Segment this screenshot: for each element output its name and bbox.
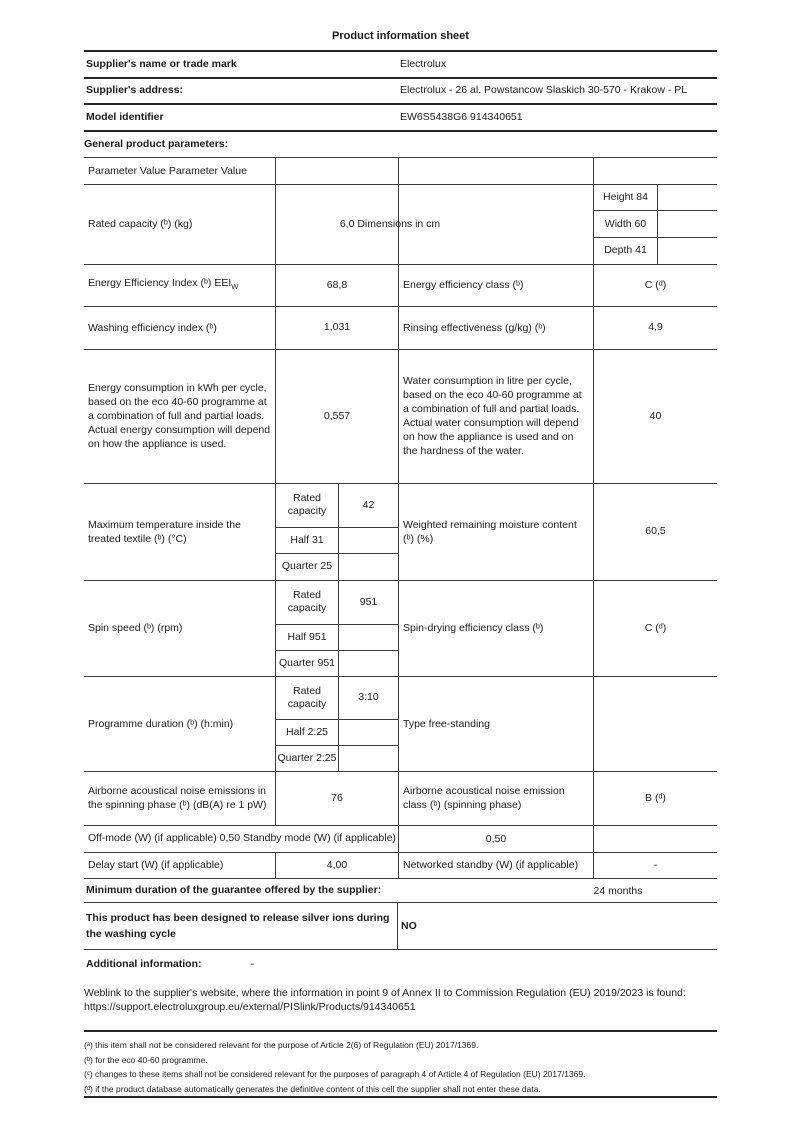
spin-quarter-label: Quarter 951 [276,651,339,676]
duration-quarter-label: Quarter 2:25 [276,746,339,771]
footnote-a: (ᵃ) this item shall not be considered relevant for the purpose of Article 2(6) of Regulation (EU) 2017/1369. [84,1040,479,1050]
footnote-divider-top [84,1030,717,1032]
guarantee-label: Minimum duration of the guarantee offered by the supplier: [86,884,382,896]
dimension-width: Width 60 [594,211,658,237]
parameters-table [84,157,717,879]
dimension-depth: Depth 41 [594,238,658,264]
supplier-address-label: Supplier's address: [86,84,184,97]
row-offmode-standby [84,826,717,853]
eei-subscript: W [231,282,239,292]
delay-start-value: 4,00 [275,853,398,878]
supplier-address-row [84,77,717,104]
eei-value: 68,8 [275,265,398,306]
row-programme-duration [84,677,717,772]
energy-consumption-label: Energy consumption in kWh per cycle, based on the eco 40-60 programme at a combination of full and partial loads. Actual energy consumption will depend on how the appliance is used. [88,382,271,450]
row-noise [84,772,717,826]
additional-info-label: Additional information: [86,958,202,970]
washing-index-label: Washing efficiency index (ᵇ) [88,321,217,334]
supplier-info-table [84,50,717,132]
rated-capacity-label: Rated capacity (ᵇ) (kg) [88,218,193,230]
empty-cell [398,158,593,184]
footnote-c: (ᶜ) changes to these items shall not be considered relevant for the purposes of paragraph 4 of Article 4 of Regulation (EU) 2017/1369. [84,1069,586,1079]
duration-subtable [275,677,398,771]
duration-rated-label: Rated capacity [276,677,339,720]
duration-rated-row [276,677,398,721]
delay-start-label: Delay start (W) (if applicable) [88,859,224,871]
temperature-half-label: Half 31 [276,528,339,553]
empty-cell [593,677,717,771]
row-washing-efficiency [84,307,717,350]
temperature-quarter-row [276,554,398,579]
silver-ions-label: This product has been designed to release silver ions during the washing cycle [84,903,398,949]
networked-standby-value: - [593,853,717,878]
temperature-half-row [276,528,398,554]
duration-quarter-row [276,746,398,771]
temperature-quarter-label: Quarter 25 [276,554,339,579]
model-identifier-label: Model identifier [86,110,164,123]
empty-cell [275,158,398,184]
empty-cell [398,185,593,264]
spin-rated-value: 951 [359,595,378,608]
noise-class-label: Airborne acoustical noise emission class (ᵇ) (spinning phase) [398,772,593,825]
spin-quarter-row [276,651,398,676]
spin-half-label: Half 951 [276,625,339,650]
dimensions-cells [593,185,717,264]
duration-half-row [276,720,398,746]
offmode-standby-label: Off-mode (W) (if applicable) 0,50 Standby mode (W) (if applicable) [88,832,396,844]
empty-cell [658,211,717,237]
empty-cell [658,238,717,264]
energy-class-value: C (ᵈ) [593,265,717,306]
noise-emissions-value: 76 [275,772,398,825]
moisture-label: Weighted remaining moisture content (ᵇ) (%) [398,484,593,580]
temperature-rated-row [276,484,398,528]
rated-capacity-value: 6,0 Dimensions in cm [339,217,441,230]
weblink-text: Weblink to the supplier's website, where the information in point 9 of Annex II to Commission Regulation (EU) 2019/2023 is found: [84,987,686,999]
row-spin-speed [84,581,717,677]
section-heading: General product parameters: [84,138,229,150]
noise-class-value: B (ᵈ) [593,772,717,825]
row-energy-efficiency-index [84,265,717,307]
row-rated-capacity [84,185,717,265]
spin-half-row [276,625,398,651]
water-consumption-value: 40 [593,350,717,483]
additional-info-value: - [250,958,255,970]
dimension-depth-row [594,238,717,264]
temperature-rated-label: Rated capacity [276,484,339,527]
empty-cell [275,185,398,264]
empty-cell [658,185,717,211]
supplier-name-row [84,50,717,77]
standby-value: 0,50 [398,826,593,852]
empty-cell [339,651,398,676]
guarantee-value: 24 months [593,884,643,897]
eei-label: Energy Efficiency Index (ᵇ) $EEI_W$ [88,276,239,292]
noise-emissions-label: Airborne acoustical noise emissions in the spinning phase (ᵇ) (dB(A) re 1 pW) [88,785,267,811]
moisture-value: 60,5 [593,484,717,580]
rinsing-label: Rinsing effectiveness (g/kg) (ᵇ) [398,307,593,349]
additional-info-row [84,958,717,971]
empty-cell [593,158,717,184]
empty-cell [339,625,398,650]
footnote-divider-bottom [84,1096,717,1098]
dimension-height: Height 84 [594,185,658,211]
supplier-name-label: Supplier's name or trade mark [86,57,237,70]
weblink-paragraph [84,986,717,1014]
supplier-name-value: Electrolux [400,57,447,70]
spin-rated-label: Rated capacity [276,581,339,624]
model-identifier-value: EW6S5438G6 914340651 [400,110,523,123]
page-title: Product information sheet [332,30,469,42]
max-temperature-label: Maximum temperature inside the treated textile (ᵇ) (°C) [88,518,241,545]
silver-ions-value: NO [401,919,417,932]
water-consumption-label: Water consumption in litre per cycle, based on the eco 40-60 programme at a combination of full and partial loads. Actual water consumption will depend on how the appliance is used and on the hardness of the water. [398,350,593,483]
empty-cell [339,528,398,553]
dimension-width-row [594,211,717,238]
duration-half-label: Half 2:25 [276,720,339,745]
duration-rated-value: 3:10 [358,691,379,704]
row-consumption [84,350,717,484]
energy-consumption-value: 0,557 [275,350,398,483]
spin-speed-label: Spin speed (ᵇ) (rpm) [88,622,183,634]
row-max-temperature [84,484,717,581]
row-silver-ions [84,903,717,950]
spin-class-label: Spin-drying efficiency class (ᵇ) [398,581,593,676]
model-identifier-row [84,103,717,130]
washing-index-value: 1,031 [275,307,398,349]
footnote-d: (ᵈ) if the product database automatically generates the definitive content of this cell the supplier shall not enter these data. [84,1083,541,1094]
empty-cell [339,720,398,745]
temperature-subtable [275,484,398,580]
programme-duration-label: Programme duration (ᵇ) (h:min) [88,717,234,730]
supplier-address-value: Electrolux - 26 al. Powstancow Slaskich 30-570 - Krakow - PL [400,84,688,97]
energy-class-label: Energy efficiency class (ᵇ) [398,265,593,306]
weblink-url[interactable]: https://support.electroluxgroup.eu/external/PISlink/Products/914340651 [84,1001,416,1013]
footnote-b: (ᵇ) for the eco 40-60 programme. [84,1054,208,1065]
footnotes [84,1038,724,1096]
empty-cell [593,826,717,852]
rinsing-value: 4,9 [593,307,717,349]
spin-subtable [275,581,398,676]
table-header-row [84,158,717,185]
dimension-height-row [594,185,717,212]
spin-class-value: C (ᵈ) [593,581,717,676]
empty-cell [339,746,398,771]
networked-standby-label: Networked standby (W) (if applicable) [398,853,593,878]
row-delay-start [84,853,717,879]
temperature-rated-value: 42 [362,498,375,511]
type-label: Type free-standing [398,677,593,771]
empty-cell [339,554,398,579]
spin-rated-row [276,581,398,625]
table-header-cell: Parameter Value Parameter Value [88,164,247,177]
